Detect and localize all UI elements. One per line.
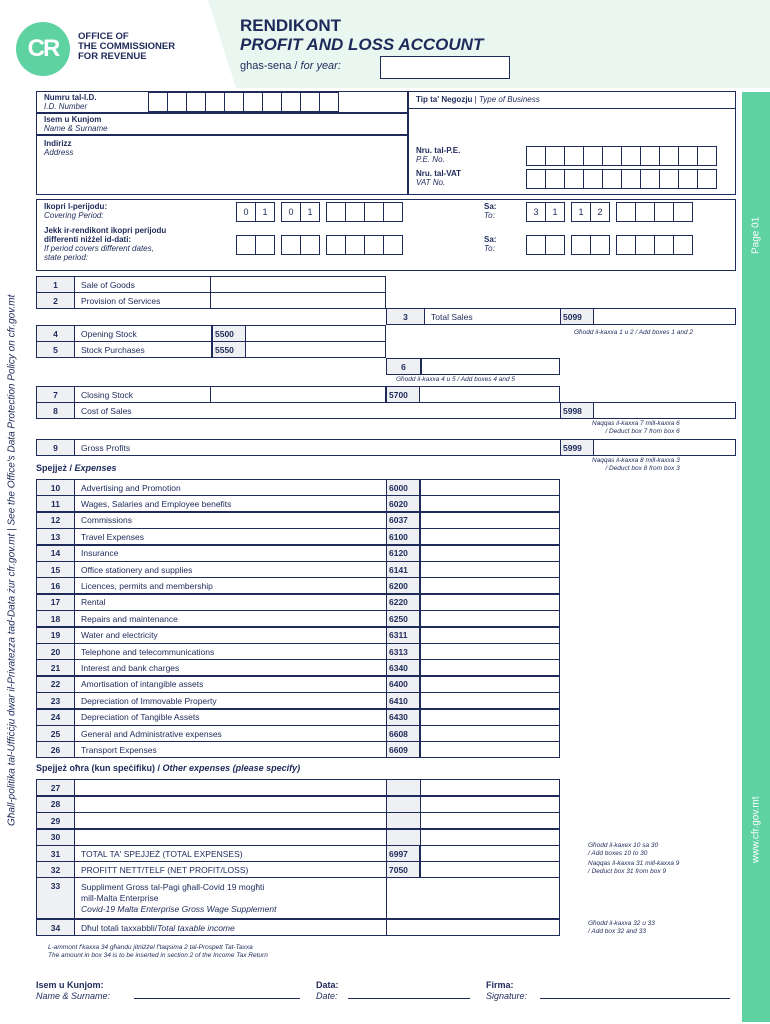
row-label: Licences, permits and membership [75, 578, 387, 593]
expense-input[interactable] [421, 726, 559, 741]
expense-code: 6400 [386, 676, 420, 693]
row-label: Office stationery and supplies [75, 562, 387, 577]
from-month-2[interactable]: 1 [300, 202, 320, 222]
expense-row [36, 627, 560, 644]
sale-of-goods-input[interactable] [211, 277, 385, 292]
expense-input[interactable] [421, 546, 559, 561]
box-number: 10 [37, 480, 75, 495]
code-opening-stock: 5500 [212, 325, 246, 342]
other-expenses-title: Spejjeż oħra (kun speċifiku) / Other expenses (please specify) [36, 763, 301, 773]
expense-code: 6608 [386, 725, 420, 742]
box-number: 5 [37, 342, 75, 357]
taxable-income-input[interactable] [387, 920, 559, 935]
expense-input[interactable] [421, 677, 559, 692]
row-label: Depreciation of Immovable Property [75, 693, 387, 708]
website-label: www.cfr.gov.mt [750, 796, 762, 864]
expense-input[interactable] [421, 660, 559, 675]
from-date-cells[interactable] [236, 202, 402, 222]
expenses-title: Spejjeż / Expenses [36, 463, 117, 473]
title-en: PROFIT AND LOSS ACCOUNT [240, 35, 484, 54]
vat-label: Nru. tal-VAT VAT No. [416, 169, 462, 187]
box-number: 18 [37, 611, 75, 626]
box-number: 31 [37, 846, 75, 861]
expense-code: 6410 [386, 692, 420, 709]
row-cost-of-sales [36, 402, 736, 419]
code-total-expenses: 6997 [386, 845, 420, 862]
title-mt: RENDIKONT [240, 16, 342, 35]
to-month-1[interactable]: 1 [571, 202, 591, 222]
other-expense-input[interactable] [421, 830, 559, 845]
expense-code: 6311 [386, 627, 420, 644]
to-day-1[interactable]: 3 [526, 202, 546, 222]
row-label: Stock Purchases [81, 344, 145, 355]
expense-row [36, 659, 560, 676]
box-number: 30 [37, 830, 75, 845]
note-total-sales: Għodd il-kaxxa 1 u 2 / Add boxes 1 and 2 [574, 329, 694, 336]
expense-row [36, 709, 560, 726]
expense-input[interactable] [421, 628, 559, 643]
row-label: Amortisation of intangible assets [75, 677, 387, 692]
row-label: PROFITT NETT/TELF (NET PROFIT/LOSS) [75, 862, 387, 877]
expense-code: 6120 [386, 545, 420, 562]
pe-cells[interactable] [526, 146, 716, 166]
expense-row [36, 594, 560, 611]
expense-code: 6200 [386, 577, 420, 594]
row-label: Interest and bank charges [75, 660, 387, 675]
expense-row [36, 495, 560, 512]
row-opening-stock [36, 325, 386, 342]
org-line-3: FOR REVENUE [78, 51, 147, 62]
code-stock-purchases: 5550 [212, 341, 246, 358]
expense-input[interactable] [421, 693, 559, 708]
row-label: TOTAL TA' SPEJJEŻ (TOTAL EXPENSES) [75, 846, 387, 861]
other-expense-row [36, 812, 560, 829]
footer-note: L-ammont f'kaxxa 34 għandu jitniżżel f'taqsima 2 tal-Prospett Tat-Taxxa The amount in box 34 is to be inserted in section 2 of the Income Tax Return [48, 944, 268, 959]
expense-input[interactable] [421, 742, 559, 757]
expense-input[interactable] [421, 513, 559, 528]
alt-from-date-cells[interactable] [236, 235, 402, 255]
box-number: 32 [37, 862, 75, 877]
box-number: 24 [37, 710, 75, 725]
expense-row [36, 741, 560, 758]
box-number: 13 [37, 529, 75, 544]
expense-code: 6430 [386, 709, 420, 726]
from-month-1[interactable]: 0 [281, 202, 301, 222]
other-expense-code [387, 797, 421, 812]
row-covid-supplement [36, 877, 560, 919]
org-line-1: OFFICE OF [78, 31, 129, 42]
other-expense-code [387, 813, 421, 828]
signature-label: Firma: Signature: [486, 980, 528, 1001]
expense-input[interactable] [421, 595, 559, 610]
vat-cells[interactable] [526, 169, 716, 189]
to-label: Sa: To: [484, 202, 497, 220]
row-label: Suppliment Gross tal-Pagi għall-Covid 19 mogħti mill-Malta Enterprise Covid-19 Malta Enterprise Gross Wage Supplement [75, 878, 387, 918]
other-expense-input[interactable] [421, 780, 559, 795]
expense-row [36, 545, 560, 562]
expense-row [36, 479, 560, 496]
code-net-profit: 7050 [386, 861, 420, 878]
box-number: 3 [387, 309, 425, 324]
row-label: General and Administrative expenses [75, 726, 387, 741]
expense-input[interactable] [421, 710, 559, 725]
page-label: Page 01 [750, 216, 762, 254]
row-stock-purchases [36, 341, 386, 358]
total-expenses-input[interactable] [421, 846, 559, 861]
to-date-cells[interactable] [526, 202, 692, 222]
privacy-note: Għall-politika tal-Uffiċċju dwar il-Privatezza tad-Data żur cfr.gov.mt | See the Office's Data Protection Policy on cfr.gov.mt [6, 294, 18, 826]
expense-code: 6250 [386, 610, 420, 627]
row-label: Cost of Sales [81, 405, 132, 416]
box-number: 6 [387, 359, 421, 374]
row-sale-of-goods [36, 276, 386, 293]
row-closing-stock [36, 386, 560, 403]
alt-to-date-cells[interactable] [526, 235, 692, 255]
expense-row [36, 676, 560, 693]
box-number: 7 [37, 387, 75, 402]
code-total-sales: 5099 [560, 308, 594, 325]
other-expense-description[interactable] [75, 830, 387, 845]
row-total-expenses [36, 845, 560, 862]
other-expense-description[interactable] [75, 813, 387, 828]
row-gross-profits [36, 439, 736, 456]
other-expense-description[interactable] [75, 780, 387, 795]
other-expense-code [387, 780, 421, 795]
box-number: 17 [37, 595, 75, 610]
expense-input[interactable] [421, 529, 559, 544]
box-number: 29 [37, 813, 75, 828]
other-expense-row [36, 779, 560, 796]
expense-row [36, 610, 560, 627]
expense-input[interactable] [421, 562, 559, 577]
row-provision-of-services [36, 292, 386, 309]
box-number: 2 [37, 293, 75, 308]
box-number: 20 [37, 644, 75, 659]
expense-row [36, 692, 560, 709]
row-label: Provision of Services [75, 293, 211, 308]
expense-row [36, 577, 560, 594]
cfr-logo-icon: CR [16, 22, 70, 76]
row-label: Depreciation of Tangible Assets [75, 710, 387, 725]
other-expense-row [36, 829, 560, 846]
id-number-cells[interactable] [148, 92, 338, 112]
box-number: 4 [37, 326, 75, 341]
row-label: Wages, Salaries and Employee benefits [75, 496, 387, 511]
box-number: 14 [37, 546, 75, 561]
alt-to-label: Sa: To: [484, 235, 497, 253]
expense-row [36, 643, 560, 660]
code-closing-stock: 5700 [386, 386, 420, 403]
date-label: Data: Date: [316, 980, 339, 1001]
box-number: 34 [37, 920, 75, 935]
expense-input[interactable] [421, 578, 559, 593]
year-input[interactable] [380, 56, 510, 79]
expense-input[interactable] [421, 644, 559, 659]
expense-row [36, 528, 560, 545]
expense-code: 6340 [386, 659, 420, 676]
row-label: Dħul totali taxxabbli/ Total taxable income [75, 920, 387, 935]
note-taxable-income: Għodd il-kaxxa 32 u 33 / Add box 32 and 33 [588, 920, 655, 935]
provision-of-services-input[interactable] [211, 293, 385, 308]
name-label: Isem u Kunjom Name & Surname [44, 115, 108, 133]
address-label: Indirizz Address [44, 139, 74, 157]
code-gross-profits: 5999 [560, 439, 594, 456]
expense-code: 6609 [386, 741, 420, 758]
row-label: Transport Expenses [75, 742, 387, 757]
expense-code: 6100 [386, 528, 420, 545]
year-label: ghas-sena / for year: [240, 60, 341, 72]
box-number: 25 [37, 726, 75, 741]
row-net-profit [36, 861, 560, 878]
box-number: 9 [37, 440, 75, 455]
other-expense-input[interactable] [421, 813, 559, 828]
net-profit-input[interactable] [421, 862, 559, 877]
expense-code: 6020 [386, 495, 420, 512]
org-line-2: THE COMMISSIONER [78, 41, 176, 52]
box-number: 22 [37, 677, 75, 692]
row-label: Insurance [75, 546, 387, 561]
address-field[interactable] [36, 135, 408, 195]
row-label: Closing Stock [75, 387, 211, 402]
other-expense-code [387, 830, 421, 845]
expense-row [36, 561, 560, 578]
business-label: Tip ta' Negozju | Type of Business [416, 95, 540, 104]
note-net-profit: Naqqas il-kaxxa 31 mill-kaxxa 9 / Deduct box 31 from box 9 [588, 860, 680, 875]
box-number: 21 [37, 660, 75, 675]
box-6-input[interactable] [421, 359, 559, 374]
box-number: 8 [37, 403, 75, 418]
other-expense-description[interactable] [75, 797, 387, 812]
row-label: Travel Expenses [75, 529, 387, 544]
note-cost-of-sales: Naqqas il-kaxxa 7 mill-kaxxa 6 / Deduct box 7 from box 6 [592, 420, 680, 435]
expense-code: 6037 [386, 512, 420, 529]
box-number: 15 [37, 562, 75, 577]
row-taxable-income [36, 919, 560, 936]
expense-input[interactable] [421, 611, 559, 626]
expense-code: 6220 [386, 594, 420, 611]
box-number: 11 [37, 496, 75, 511]
row-label: Opening Stock [81, 328, 137, 339]
row-label: Repairs and maintenance [75, 611, 387, 626]
row-label: Rental [75, 595, 387, 610]
to-day-2[interactable]: 1 [545, 202, 565, 222]
row-label: Advertising and Promotion [75, 480, 387, 495]
box-number: 23 [37, 693, 75, 708]
date-line[interactable] [348, 998, 470, 999]
row-box-6 [386, 358, 560, 375]
covid-supplement-input[interactable] [387, 878, 559, 918]
box-number: 19 [37, 628, 75, 643]
other-expense-input[interactable] [421, 797, 559, 812]
signature-name-label: Isem u Kunjom: Name & Surname: [36, 980, 111, 1001]
other-expense-row [36, 796, 560, 813]
id-number-label: Numru tal-I.D. I.D. Number [44, 93, 97, 111]
box-number: 26 [37, 742, 75, 757]
to-month-2[interactable]: 2 [590, 202, 610, 222]
org-name [78, 32, 175, 62]
box-number: 27 [37, 780, 75, 795]
different-period-label: Jekk ir-rendikont ikopri perijodu differenti niżżel id-dati: If period covers different dates, state period: [44, 226, 167, 262]
row-label: Commissions [75, 513, 387, 528]
pe-label: Nru. tal-P.E. P.E. No. [416, 146, 461, 164]
expense-code: 6000 [386, 479, 420, 496]
note-gross-profits: Naqqas il-kaxxa 8 mill-kaxxa 3 / Deduct box 8 from box 3 [592, 457, 680, 472]
row-label: Total Sales [431, 311, 473, 322]
box-number: 16 [37, 578, 75, 593]
expense-row [36, 512, 560, 529]
note-box-6: Għodd il-kaxxa 4 u 5 / Add boxes 4 and 5 [396, 376, 516, 383]
signature-line[interactable] [540, 998, 730, 999]
expense-code: 6141 [386, 561, 420, 578]
expense-input[interactable] [421, 480, 559, 495]
box-number: 28 [37, 797, 75, 812]
expense-row [36, 725, 560, 742]
from-day-2[interactable]: 1 [255, 202, 275, 222]
expense-code: 6313 [386, 643, 420, 660]
closing-stock-blank [211, 387, 385, 402]
row-label: Gross Profits [81, 442, 131, 453]
row-label: Sale of Goods [75, 277, 211, 292]
expense-input[interactable] [421, 496, 559, 511]
covering-period-label: Ikopri l-perijodu: Covering Period: [44, 202, 108, 220]
row-label: Telephone and telecommunications [75, 644, 387, 659]
box-number: 1 [37, 277, 75, 292]
row-label: Water and electricity [75, 628, 387, 643]
box-number: 12 [37, 513, 75, 528]
from-day-1[interactable]: 0 [236, 202, 256, 222]
name-signature-line[interactable] [134, 998, 300, 999]
box-number: 33 [37, 878, 75, 918]
note-total-expenses: Għodd il-kaxex 10 sa 30 / Add boxes 10 to 30 [588, 842, 659, 857]
code-cost-of-sales: 5998 [560, 402, 594, 419]
